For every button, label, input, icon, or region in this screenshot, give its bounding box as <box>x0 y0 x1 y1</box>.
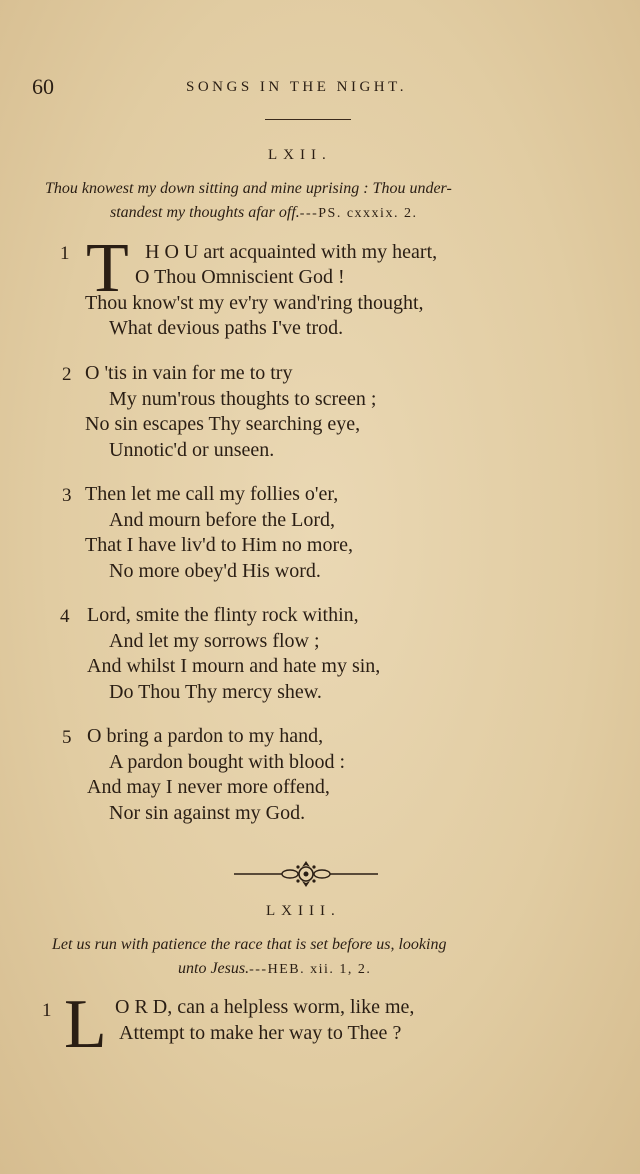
verse-line: And may I never more offend, <box>87 776 330 798</box>
header-rule <box>265 119 351 120</box>
epigraph-text: standest my thoughts afar off. <box>110 204 300 221</box>
stanza-number: 3 <box>62 485 72 506</box>
verse-line: O bring a pardon to my hand, <box>87 725 324 747</box>
verse-line: Nor sin against my God. <box>109 802 306 824</box>
stanza-number: 1 <box>42 1000 52 1021</box>
verse-line: No more obey'd His word. <box>109 560 321 582</box>
page-number: 60 <box>32 74 54 99</box>
verse-line: Then let me call my follies o'er, <box>85 483 339 505</box>
drop-cap: L <box>64 986 107 1063</box>
drop-cap: T <box>86 230 129 307</box>
epigraph-line-2 <box>178 960 371 978</box>
running-title: SONGS IN THE NIGHT. <box>186 79 407 95</box>
hymn-number-62: LXII. <box>268 147 332 163</box>
verse-line: No sin escapes Thy searching eye, <box>85 413 361 435</box>
verse-line: And whilst I mourn and hate my sin, <box>87 655 381 677</box>
verse-line: Lord, smite the flinty rock within, <box>87 604 359 626</box>
verse-line: And let my sorrows flow ; <box>109 630 320 652</box>
epigraph-text: unto Jesus. <box>178 960 250 977</box>
verse-line: My num'rous thoughts to screen ; <box>109 388 377 410</box>
stanza-number: 2 <box>62 364 72 385</box>
verse-line: That I have liv'd to Him no more, <box>85 534 353 556</box>
verse-line: O Thou Omniscient God ! <box>135 266 345 288</box>
verse-line: Thou know'st my ev'ry wand'ring thought, <box>85 292 424 314</box>
epigraph-reference: ---PS. cxxxix. 2. <box>299 206 418 221</box>
epigraph-reference: ---HEB. xii. 1, 2. <box>249 962 372 977</box>
stanza-number: 4 <box>60 606 70 627</box>
verse-line: Unnotic'd or unseen. <box>109 439 275 461</box>
verse-line: Attempt to make her way to Thee ? <box>119 1022 402 1044</box>
fleuron-ornament-icon <box>232 859 380 889</box>
stanza-number: 5 <box>62 727 72 748</box>
verse-line: And mourn before the Lord, <box>109 509 336 531</box>
verse-line: A pardon bought with blood : <box>109 751 346 773</box>
verse-line: O R D, can a helpless worm, like me, <box>115 996 415 1018</box>
verse-line: What devious paths I've trod. <box>109 317 344 339</box>
verse-line: O 'tis in vain for me to try <box>85 362 293 384</box>
epigraph-line-1: Thou knowest my down sitting and mine uprising : Thou under- <box>45 180 452 197</box>
verse-line: Do Thou Thy mercy shew. <box>109 681 322 703</box>
verse-line: H O U art acquainted with my heart, <box>145 241 438 263</box>
stanza-number: 1 <box>60 243 70 264</box>
epigraph-line-2 <box>110 204 417 222</box>
epigraph-line-1: Let us run with patience the race that is set before us, looking <box>52 936 447 953</box>
hymn-number-63: LXIII. <box>266 903 341 919</box>
